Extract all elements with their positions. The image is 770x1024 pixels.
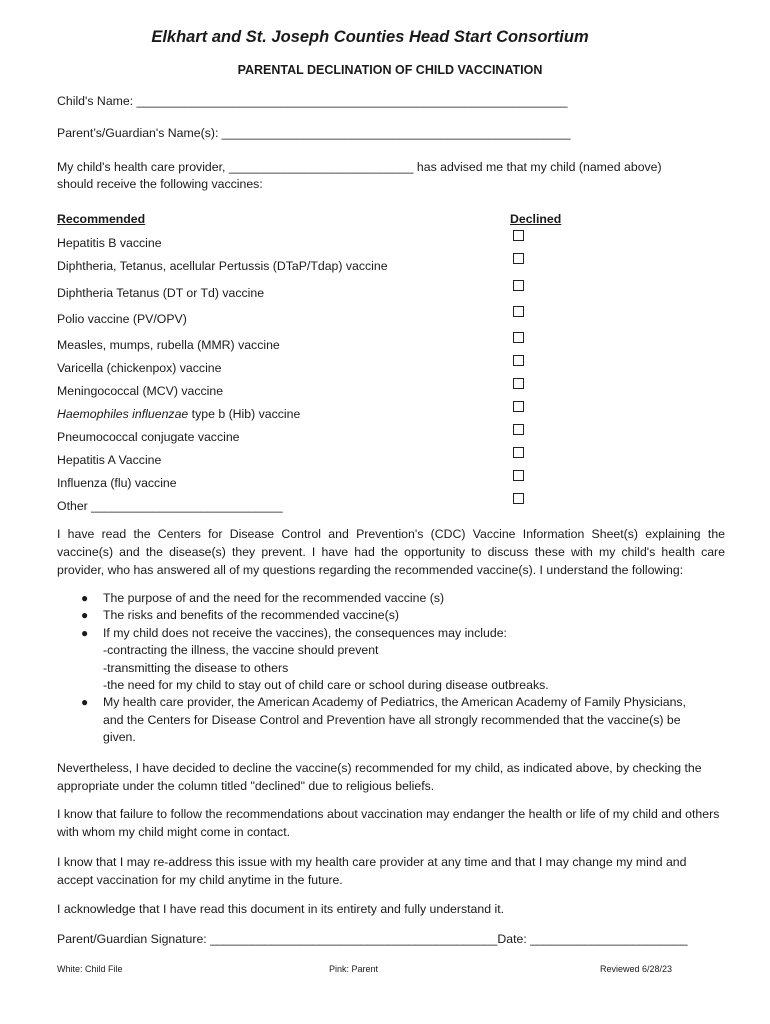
bullet-icon: ●: [81, 695, 89, 710]
declined-checkbox-dt[interactable]: [513, 280, 524, 291]
readdress-paragraph: I know that I may re-address this issue with my health care provider at any time and that I may change my mind and accept vaccination for my child anytime in the future.: [57, 855, 687, 887]
vaccine-label-meningococcal: Meningococcal (MCV) vaccine: [57, 384, 224, 398]
vaccine-label-hib-italic: Haemophiles influenzae: [57, 407, 189, 421]
vaccine-label-hib-rest: type b (Hib) vaccine: [188, 407, 301, 421]
decline-reason-paragraph: Nevertheless, I have decided to decline the vaccine(s) recommended for my child, as indicated above, by checking the appropriate under the column titled "declined" due to religious beliefs.: [57, 761, 702, 793]
recommended-column-header: Recommended: [57, 212, 146, 226]
vaccine-label-varicella: Varicella (chickenpox) vaccine: [57, 361, 222, 375]
declined-checkbox-varicella[interactable]: [513, 355, 524, 366]
risk-acknowledgement-paragraph: I know that failure to follow the recommendations about vaccination may endanger the health or life of my child and others with whom my child might come in contact.: [57, 807, 720, 839]
list-item: [57, 607, 697, 624]
organization-title: Elkhart and St. Joseph Counties Head Start Consortium: [151, 28, 589, 46]
declined-checkbox-other[interactable]: [513, 493, 524, 504]
vaccine-label-dtap: Diphtheria, Tetanus, acellular Pertussis (DTaP/Tdap) vaccine: [57, 259, 388, 273]
declined-checkbox-hib[interactable]: [513, 401, 524, 412]
list-item: [57, 694, 697, 746]
declined-checkbox-mmr[interactable]: [513, 332, 524, 343]
bullet-icon: ●: [81, 608, 89, 623]
declined-checkbox-hepatitis-a[interactable]: [513, 447, 524, 458]
bullet-icon: ●: [81, 591, 89, 605]
consequence-contracting: -contracting the illness, the vaccine should prevent: [103, 643, 379, 658]
footer-reviewed-date: Reviewed 6/28/23: [600, 964, 673, 974]
provider-line-continuation: should receive the following vaccines:: [57, 177, 263, 191]
vaccine-label-hib: [57, 407, 300, 421]
list-item-text: The purpose of and the need for the recommended vaccine (s): [103, 591, 445, 605]
footer-pink-copy: Pink: Parent: [329, 964, 379, 974]
declined-column-header: Declined: [510, 212, 562, 226]
vaccine-label-hepatitis-a: Hepatitis A Vaccine: [57, 453, 162, 467]
acknowledgement-paragraph: I acknowledge that I have read this document in its entirety and fully understand it.: [57, 902, 505, 916]
provider-name-field[interactable]: My child's health care provider, ___________________________ has advised me that my child (named above): [57, 160, 662, 174]
cdc-statement-paragraph: I have read the Centers for Disease Control and Prevention's (CDC) Vaccine Information Sheet(s) explaining the vaccine(s) and the disease(s) they prevent. I have had the opportunity to discuss these with my child's health care provider, who has answered all of my questions regarding the recommended vaccine(s). I understand the following:: [57, 527, 725, 577]
vaccine-label-pneumococcal: Pneumococcal conjugate vaccine: [57, 430, 240, 444]
vaccine-label-other[interactable]: Other ____________________________: [57, 499, 283, 513]
declined-checkbox-influenza[interactable]: [513, 470, 524, 481]
vaccine-label-polio: Polio vaccine (PV/OPV): [57, 312, 187, 326]
signature-date-field[interactable]: Parent/Guardian Signature: __________________________________________Date: _______________________: [57, 932, 688, 946]
declined-checkbox-polio[interactable]: [513, 306, 524, 317]
child-name-field[interactable]: Child's Name: _______________________________________________________________: [57, 94, 568, 108]
list-item: [57, 590, 697, 607]
list-item-text: If my child does not receive the vaccines), the consequences may include:: [103, 625, 507, 640]
vaccine-label-dt: Diphtheria Tetanus (DT or Td) vaccine: [57, 286, 265, 300]
vaccine-label-influenza: Influenza (flu) vaccine: [57, 476, 177, 490]
consequence-transmitting: -transmitting the disease to others: [103, 660, 289, 675]
list-item-text: My health care provider, the American Academy of Pediatrics, the American Academy of Family Physicians, and the Centers for Disease Control and Prevention have all strongly recommended that the vaccine(s) be given.: [103, 695, 686, 745]
form-title: PARENTAL DECLINATION OF CHILD VACCINATION: [237, 63, 543, 77]
list-item-text: The risks and benefits of the recommended vaccine(s): [103, 608, 399, 623]
bullet-icon: ●: [81, 625, 89, 640]
declined-checkbox-meningococcal[interactable]: [513, 378, 524, 389]
vaccine-label-mmr: Measles, mumps, rubella (MMR) vaccine: [57, 338, 280, 352]
list-item: [57, 625, 697, 695]
declined-checkbox-dtap[interactable]: [513, 253, 524, 264]
declined-checkbox-pneumococcal[interactable]: [513, 424, 524, 435]
declined-checkbox-hepatitis-b[interactable]: [513, 230, 524, 241]
consequence-stay-out: -the need for my child to stay out of child care or school during disease outbreaks.: [103, 678, 549, 693]
understanding-list: [57, 590, 697, 747]
footer-white-copy: White: Child File: [57, 964, 123, 974]
vaccine-label-hepatitis-b: Hepatitis B vaccine: [57, 236, 162, 250]
parent-name-field[interactable]: Parent’s/Guardian's Name(s): ___________________________________________________: [57, 126, 571, 140]
